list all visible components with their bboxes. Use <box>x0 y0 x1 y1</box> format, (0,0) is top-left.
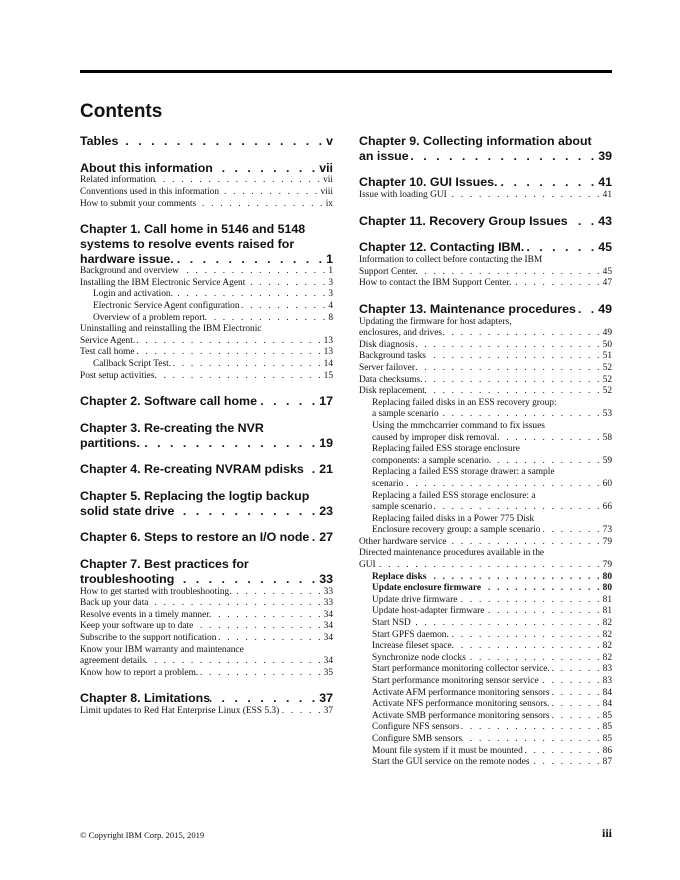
toc-entry-title: Increase fileset space <box>372 641 452 652</box>
toc-entry[interactable] <box>80 621 333 633</box>
toc-entry-title-line: Replacing a failed ESS storage drawer: a sample <box>372 467 555 478</box>
dot-leader <box>446 537 602 549</box>
toc-entry-title: enclosures, and drives <box>359 328 443 339</box>
toc-entry-title: Login and activation. <box>93 289 173 300</box>
toc-entry-title: Update host-adapter firmware <box>372 606 485 617</box>
toc-entry-title: Other hardware service <box>359 536 447 547</box>
toc-entry[interactable] <box>359 467 612 490</box>
toc-page-number: 80 <box>602 583 612 594</box>
dot-leader <box>550 664 603 676</box>
toc-entry-title: How to get started with troubleshooting. <box>80 586 232 597</box>
toc-entry-title: Resolve events in a timely manner <box>80 609 210 620</box>
dot-leader <box>196 199 326 211</box>
toc-entry-title: Service Agent. <box>80 335 136 346</box>
toc-entry-title-line: Replacing failed disks in an ESS recovery group: <box>372 397 557 408</box>
toc-chapter-entry[interactable] <box>80 161 333 176</box>
toc-entry[interactable] <box>359 421 612 444</box>
dot-leader <box>491 456 602 468</box>
toc-page-number: 19 <box>319 435 333 450</box>
toc-page-number: 66 <box>602 502 612 513</box>
toc-page-number: 14 <box>323 359 333 370</box>
toc-page-number: 41 <box>598 175 612 190</box>
dot-leader <box>179 266 328 278</box>
toc-entry[interactable] <box>80 371 333 383</box>
toc-entry-title: solid state drive <box>80 503 175 518</box>
toc-page-number: 3 <box>328 277 333 288</box>
toc-page-number: 13 <box>323 335 333 346</box>
toc-entry[interactable] <box>359 340 612 352</box>
toc-right-column <box>359 134 612 769</box>
toc-entry[interactable] <box>359 664 612 676</box>
page-title: Contents <box>80 101 163 122</box>
toc-entry[interactable] <box>80 633 333 645</box>
toc-entry-title: Test call home <box>80 347 135 358</box>
dot-leader <box>411 618 603 630</box>
toc-page-number: 37 <box>319 691 333 706</box>
dot-leader <box>426 572 602 584</box>
dot-leader <box>174 252 326 267</box>
dot-leader <box>415 363 603 375</box>
toc-entry[interactable] <box>80 313 333 325</box>
toc-page-number: 15 <box>323 370 333 381</box>
toc-page-number: 34 <box>323 632 333 643</box>
dot-leader <box>425 386 603 398</box>
toc-chapter-entry[interactable] <box>80 530 333 545</box>
dot-leader <box>497 175 598 190</box>
toc-page-number: 60 <box>602 478 612 489</box>
toc-entry[interactable] <box>80 706 333 718</box>
toc-entry[interactable] <box>359 375 612 387</box>
dot-leader <box>497 433 603 445</box>
page-number: iii <box>601 826 612 840</box>
toc-entry[interactable] <box>359 255 612 278</box>
toc-page-number: 82 <box>602 641 612 652</box>
toc-page-number: 21 <box>319 462 333 477</box>
toc-page-number: 73 <box>602 525 612 536</box>
toc-entry-title: Activate SMB performance monitoring sensors <box>372 710 550 721</box>
toc-entry-title: Configure NFS sensors <box>372 722 460 733</box>
toc-entry-title: Configure SMB sensors <box>372 733 463 744</box>
toc-page-number: 81 <box>602 606 612 617</box>
toc-entry-title: Server failover <box>359 362 415 373</box>
toc-page-number: vii <box>323 175 333 186</box>
toc-page-number: 1 <box>326 251 333 266</box>
toc-entry[interactable] <box>359 606 612 618</box>
dot-leader <box>213 161 319 176</box>
dot-leader <box>232 587 324 599</box>
toc-entry[interactable] <box>80 289 333 301</box>
dot-leader <box>432 502 602 514</box>
toc-entry-title: GUI <box>359 560 376 571</box>
toc-entry[interactable] <box>359 537 612 549</box>
toc-entry[interactable] <box>359 688 612 700</box>
toc-entry-title: Background and overview <box>80 266 179 277</box>
dot-leader <box>423 375 603 387</box>
toc-page-number: 49 <box>602 328 612 339</box>
toc-entry-title-line: Chapter 7. Best practices for <box>80 557 249 572</box>
toc-entry-title: Chapter 4. Re-creating NVRAM pdisks <box>80 462 304 477</box>
toc-page-number: 53 <box>602 409 612 420</box>
toc-entry-title: Start NSD <box>372 618 411 629</box>
toc-entry-title-line: Replacing failed disks in a Power 775 Disk <box>372 513 535 524</box>
dot-leader <box>409 149 599 164</box>
toc-entry-title: Activate AFM performance monitoring sensors <box>372 687 550 698</box>
toc-entry-title-line: Chapter 3. Re-creating the NVR <box>80 420 264 435</box>
dot-leader <box>376 560 603 572</box>
dot-leader <box>511 278 602 290</box>
toc-entry-title: Start performance monitoring collector service. <box>372 664 550 675</box>
toc-entry[interactable] <box>80 175 333 187</box>
toc-entry-title: Chapter 2. Software call home <box>80 394 257 409</box>
dot-leader <box>416 267 603 279</box>
toc-page-number: 27 <box>319 530 333 545</box>
toc-page-number: 87 <box>602 757 612 768</box>
dot-leader <box>209 610 323 622</box>
dot-leader <box>549 699 602 711</box>
toc-entry-title: Callback Script Test. <box>93 359 172 370</box>
toc-entry-title: Conventions used in this information <box>80 187 220 197</box>
toc-entry-title: Start GPFS daemon. <box>372 629 449 640</box>
toc-entry-title: Post setup activities <box>80 370 155 381</box>
toc-page-number: 34 <box>323 656 333 667</box>
top-rule <box>80 70 612 73</box>
dot-leader <box>466 653 603 665</box>
toc-entry-title: Start the GUI service on the remote nodes <box>372 757 530 768</box>
toc-entry-title: hardware issue. <box>80 251 174 266</box>
toc-entry[interactable] <box>80 301 333 313</box>
toc-entry-title-line: Know your IBM warranty and maintenance <box>80 644 244 655</box>
toc-page-number: 1 <box>328 266 333 277</box>
toc-entry[interactable] <box>359 491 612 514</box>
toc-entry-title: Installing the IBM Electronic Service Agent <box>80 277 246 288</box>
copyright-notice: © Copyright IBM Corp. 2015, 2019 <box>80 830 205 840</box>
toc-chapter-entry[interactable] <box>80 222 333 266</box>
toc-entry[interactable] <box>359 711 612 723</box>
toc-entry-title: Replace disks <box>372 571 427 582</box>
toc-chapter-entry[interactable] <box>359 134 612 163</box>
dot-leader <box>523 746 603 758</box>
toc-entry[interactable] <box>359 386 612 398</box>
dot-leader <box>439 409 603 421</box>
toc-entry[interactable] <box>80 278 333 290</box>
toc-page-number: 3 <box>328 289 333 300</box>
toc-entry-title: Back up your data <box>80 598 149 609</box>
toc-entry-title-line: Replacing failed ESS storage enclosure <box>372 444 520 455</box>
toc-page-number: 52 <box>602 386 612 397</box>
toc-entry-title-line: Uninstalling and reinstalling the IBM Electronic <box>80 324 262 335</box>
toc-chapter-entry[interactable] <box>80 394 333 409</box>
dot-leader <box>481 583 603 595</box>
toc-entry[interactable] <box>359 676 612 688</box>
toc-entry-title-line: Information to collect before contacting the IBM <box>359 255 543 266</box>
dot-leader <box>457 595 602 607</box>
toc-chapter-entry[interactable] <box>359 214 612 229</box>
toc-entry-title: Limit updates to Red Hat Enterprise Linux (ESS 5.3) <box>80 706 280 717</box>
toc-page-number: 33 <box>319 571 333 586</box>
toc-chapter-entry[interactable] <box>359 302 612 317</box>
toc-entry-title: Tables <box>80 134 119 148</box>
dot-leader <box>530 757 603 769</box>
dot-leader <box>449 630 603 642</box>
toc-entry[interactable] <box>359 317 612 340</box>
toc-entry[interactable] <box>359 444 612 467</box>
dot-leader <box>118 134 326 149</box>
dot-leader <box>442 328 603 340</box>
toc-page-number: 85 <box>602 722 612 733</box>
dot-leader <box>550 688 603 700</box>
toc-entry[interactable] <box>359 722 612 734</box>
toc-entry[interactable] <box>359 572 612 584</box>
dot-leader <box>460 722 603 734</box>
toc-page-number: 80 <box>602 571 612 582</box>
toc-entry-title: Know how to report a problem. <box>80 667 199 678</box>
dot-leader <box>257 394 319 409</box>
toc-page-number: 86 <box>602 745 612 756</box>
toc-entry-title: How to contact the IBM Support Center. <box>359 278 512 289</box>
toc-entry[interactable] <box>359 514 612 537</box>
toc-page-number: 41 <box>602 190 612 201</box>
toc-page-number: 52 <box>602 362 612 373</box>
dot-leader <box>210 691 319 706</box>
dot-leader <box>171 359 324 371</box>
toc-entry[interactable] <box>80 359 333 371</box>
toc-page-number: 82 <box>602 629 612 640</box>
dot-leader <box>452 641 603 653</box>
toc-entry-title: Overview of a problem report <box>93 312 205 323</box>
dot-leader <box>539 676 603 688</box>
toc-page-number: 50 <box>602 339 612 350</box>
dot-leader <box>447 190 603 202</box>
toc-page-number: 47 <box>602 278 612 289</box>
toc-entry[interactable] <box>359 595 612 607</box>
toc-page-number: 4 <box>328 301 333 312</box>
toc-entry-title: Mount file system if it must be mounted <box>372 745 523 756</box>
toc-entry-title: partitions. <box>80 435 140 450</box>
toc-entry-title: troubleshooting <box>80 571 175 586</box>
toc-chapter-entry[interactable] <box>80 489 333 518</box>
dot-leader <box>414 340 602 352</box>
toc-entry[interactable] <box>359 190 612 202</box>
dot-leader <box>135 347 324 359</box>
toc-entry[interactable] <box>80 668 333 680</box>
toc-entry-title-line: Chapter 9. Collecting information about <box>359 134 592 148</box>
toc-page-number: 35 <box>323 667 333 678</box>
toc-entry-title: components: a sample scenario. <box>372 455 492 466</box>
toc-entry-title: Data checksums. <box>359 374 423 385</box>
toc-chapter-entry[interactable] <box>80 421 333 450</box>
toc-entry-title: Chapter 11. Recovery Group Issues <box>359 213 568 228</box>
dot-leader <box>140 436 319 451</box>
toc-entry-title: Keep your software up to date <box>80 621 194 632</box>
toc-page-number: 51 <box>602 351 612 362</box>
toc-entry[interactable] <box>80 598 333 610</box>
toc-entry-title: Update enclosure firmware <box>372 583 482 594</box>
toc-page-number: 49 <box>598 301 612 316</box>
toc-page-number: 34 <box>323 621 333 632</box>
dot-leader <box>304 462 319 477</box>
dot-leader <box>148 598 323 610</box>
dot-leader <box>193 621 323 633</box>
toc-chapter-entry[interactable] <box>80 134 333 149</box>
dot-leader <box>146 656 324 668</box>
toc-entry-title-line: Using the mmchcarrier command to fix issues <box>372 420 545 431</box>
toc-page-number: 33 <box>323 586 333 597</box>
toc-entry-title: Chapter 8. Limitations <box>80 691 211 706</box>
toc-entry-title: About this information <box>80 160 213 175</box>
toc-page-number: viii <box>320 187 333 197</box>
toc-page-number: 83 <box>602 664 612 675</box>
toc-entry-title: Start performance monitoring sensor service <box>372 676 539 686</box>
toc-entry-title: scenario <box>372 478 404 489</box>
toc-entry[interactable] <box>359 757 612 769</box>
toc-chapter-entry[interactable] <box>80 557 333 586</box>
toc-page-number: 84 <box>602 687 612 698</box>
toc-page-number: 79 <box>602 536 612 547</box>
toc-entry[interactable] <box>359 641 612 653</box>
toc-page-number: vii <box>319 160 333 175</box>
toc-page-number: 79 <box>602 560 612 571</box>
toc-entry-title: Chapter 12. Contacting IBM. <box>359 240 525 255</box>
toc-page-number: 23 <box>319 503 333 518</box>
dot-leader <box>135 336 323 348</box>
toc-entry-title: Issue with loading GUI <box>359 190 447 201</box>
toc-entry-title: an issue <box>359 148 409 163</box>
toc-entry[interactable] <box>359 548 612 571</box>
toc-entry-title: Subscribe to the support notification <box>80 632 217 643</box>
toc-entry[interactable] <box>80 266 333 278</box>
toc-entry-title: Disk replacement <box>359 386 425 397</box>
toc-entry[interactable] <box>359 363 612 375</box>
toc-page-number: 39 <box>598 148 612 163</box>
toc-entry-title: Disk diagnosis <box>359 339 415 350</box>
dot-leader <box>279 706 323 718</box>
toc-page-number: 45 <box>598 240 612 255</box>
toc-entry-title-line: systems to resolve events raised for <box>80 236 295 251</box>
dot-leader <box>205 313 328 325</box>
toc-entry-title: agreement details <box>80 656 146 667</box>
toc-entry[interactable] <box>80 199 333 211</box>
toc-entry[interactable] <box>359 583 612 595</box>
dot-leader <box>568 214 599 229</box>
dot-leader <box>309 530 319 545</box>
dot-leader <box>240 301 329 313</box>
toc-page-number: 13 <box>323 347 333 358</box>
toc-chapter-entry[interactable] <box>80 691 333 706</box>
toc-entry-title: Synchronize node clocks <box>372 652 466 663</box>
toc-left-column <box>80 134 333 718</box>
toc-entry[interactable] <box>359 746 612 758</box>
toc-page-number: 83 <box>602 676 612 686</box>
toc-page-number: 43 <box>598 213 612 228</box>
toc-page-number: 84 <box>602 699 612 710</box>
toc-entry-title: Background tasks <box>359 351 426 362</box>
toc-entry-title: How to submit your comments <box>80 198 197 209</box>
toc-entry[interactable] <box>359 630 612 642</box>
toc-entry-title: Chapter 13. Maintenance procedures <box>359 301 576 316</box>
toc-entry-title: caused by improper disk removal <box>372 432 497 443</box>
toc-entry[interactable] <box>359 278 612 290</box>
toc-page-number: 85 <box>602 710 612 721</box>
toc-page-number: 59 <box>602 455 612 466</box>
toc-entry[interactable] <box>80 587 333 599</box>
dot-leader <box>174 572 319 587</box>
dot-leader <box>484 606 602 618</box>
dot-leader <box>154 371 323 383</box>
toc-entry-title: Electronic Service Agent configuration <box>93 301 240 312</box>
dot-leader <box>245 278 328 290</box>
toc-page-number: 85 <box>602 733 612 744</box>
toc-entry[interactable] <box>359 699 612 711</box>
toc-entry-title-line: Directed maintenance procedures available in the <box>359 548 545 559</box>
dot-leader <box>173 289 328 301</box>
toc-entry-title-line: Replacing a failed ESS storage enclosure: a <box>372 490 536 501</box>
toc-entry[interactable] <box>359 618 612 630</box>
dot-leader <box>524 240 598 255</box>
toc-entry-title-line: Updating the firmware for host adapters, <box>359 316 512 327</box>
toc-entry[interactable] <box>359 398 612 421</box>
toc-chapter-entry[interactable] <box>359 240 612 255</box>
toc-entry-title: Update drive firmware <box>372 594 458 605</box>
toc-entry-title: a sample scenario <box>372 409 439 420</box>
dot-leader <box>198 668 323 680</box>
toc-page-number: 82 <box>602 652 612 663</box>
toc-entry[interactable] <box>80 645 333 668</box>
toc-entry-title: Chapter 10. GUI Issues. <box>359 175 498 190</box>
dot-leader <box>426 351 603 363</box>
toc-page-number: 52 <box>602 374 612 385</box>
toc-entry-title: sample scenario <box>372 502 433 513</box>
toc-entry[interactable] <box>80 187 333 199</box>
toc-chapter-entry[interactable] <box>80 462 333 477</box>
toc-entry-title: Activate NFS performance monitoring sensors. <box>372 699 550 710</box>
toc-page-number: 34 <box>323 609 333 620</box>
toc-page-number: 81 <box>602 594 612 605</box>
dot-leader <box>550 711 603 723</box>
dot-leader <box>219 187 320 199</box>
dot-leader <box>540 525 602 537</box>
toc-page-number: 37 <box>323 706 333 717</box>
toc-entry-title: Support Center <box>359 266 417 277</box>
toc-entry[interactable] <box>80 324 333 347</box>
toc-entry-title: Chapter 6. Steps to restore an I/O node <box>80 530 310 545</box>
toc-entry-title: Enclosure recovery group: a sample scenario <box>372 525 541 536</box>
toc-entry[interactable] <box>359 653 612 665</box>
dot-leader <box>403 479 602 491</box>
toc-entry[interactable] <box>359 734 612 746</box>
toc-page-number: v <box>326 134 333 148</box>
dot-leader <box>174 504 319 519</box>
toc-entry-title-line: Chapter 1. Call home in 5146 and 5148 <box>80 222 306 237</box>
toc-page-number: 45 <box>602 266 612 277</box>
toc-page-number: 33 <box>323 598 333 609</box>
dot-leader <box>155 175 323 187</box>
toc-page-number: 17 <box>319 394 333 409</box>
toc-entry[interactable] <box>80 610 333 622</box>
toc-entry[interactable] <box>359 351 612 363</box>
dot-leader <box>576 302 598 317</box>
dot-leader <box>462 734 603 746</box>
toc-page-number: ix <box>325 198 333 209</box>
dot-leader <box>216 633 323 645</box>
toc-page-number: 8 <box>328 312 333 323</box>
toc-page-number: 58 <box>602 432 612 443</box>
toc-entry[interactable] <box>80 347 333 359</box>
toc-page-number: 82 <box>602 618 612 629</box>
toc-entry-title-line: Chapter 5. Replacing the logtip backup <box>80 489 310 504</box>
toc-entry-title: Related information <box>80 175 156 186</box>
toc-chapter-entry[interactable] <box>359 175 612 190</box>
